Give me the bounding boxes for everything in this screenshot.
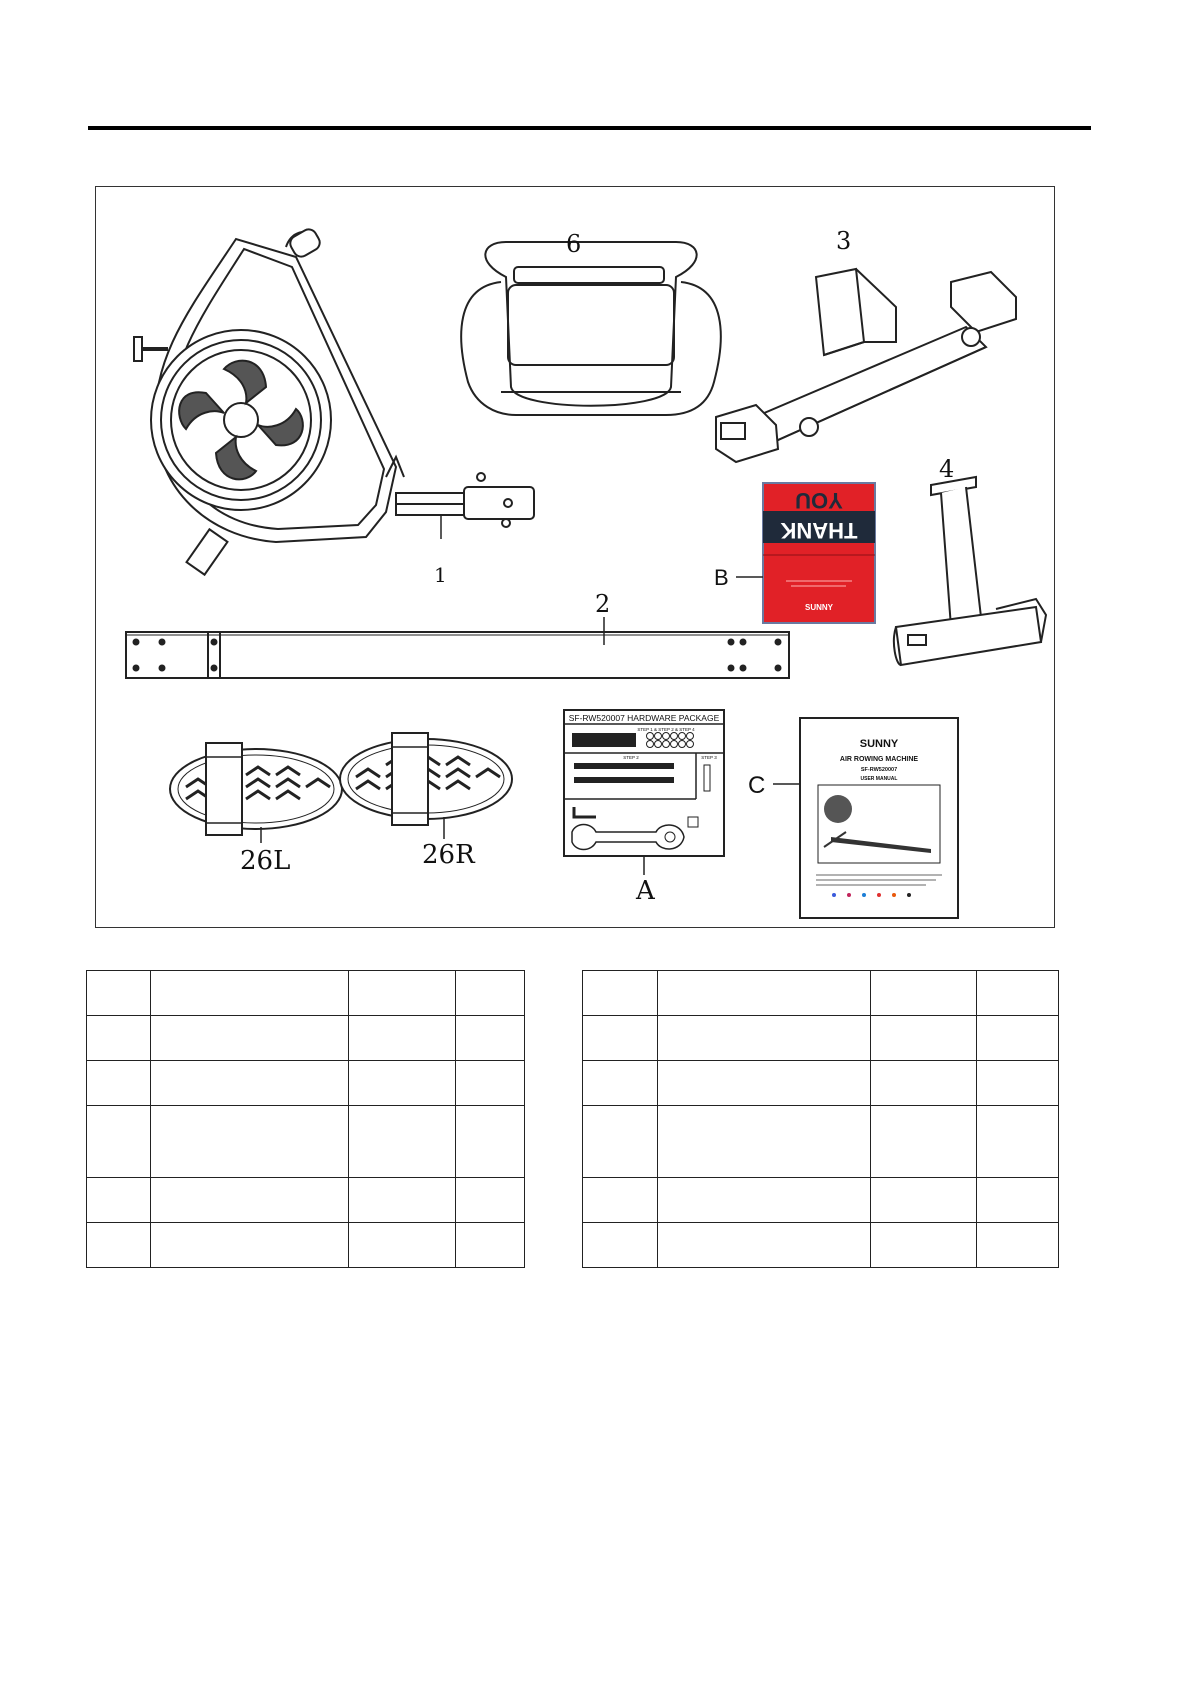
parts-figure — [95, 186, 1055, 928]
table-row — [87, 1223, 525, 1268]
table-row — [87, 971, 525, 1016]
hardware-step-3: STEP 3 — [701, 755, 717, 760]
table-cell — [87, 1061, 151, 1106]
table-cell — [657, 1223, 871, 1268]
table-row — [583, 1061, 1059, 1106]
table-row — [87, 1016, 525, 1061]
card-you-text: YOU — [795, 488, 843, 513]
table-cell — [456, 1016, 525, 1061]
table-cell — [456, 1178, 525, 1223]
table-cell — [150, 1106, 349, 1178]
table-cell — [871, 1016, 977, 1061]
table-cell — [583, 1106, 658, 1178]
label-part-6: 6 — [566, 230, 582, 258]
table-row — [583, 1178, 1059, 1223]
parts-table-right — [582, 970, 1059, 1268]
label-part-26l: 26L — [240, 846, 291, 876]
manual-brand: SUNNY — [859, 738, 899, 750]
table-cell — [456, 971, 525, 1016]
label-part-1: 1 — [434, 563, 447, 587]
table-cell — [977, 1061, 1059, 1106]
table-cell — [871, 1223, 977, 1268]
part-1-main-frame — [134, 226, 534, 574]
table-cell — [349, 1061, 456, 1106]
label-part-c: C — [748, 772, 766, 799]
part-a-hardware-package — [564, 710, 724, 875]
table-cell — [150, 1061, 349, 1106]
table-cell — [456, 1223, 525, 1268]
table-cell — [349, 971, 456, 1016]
manual-model: SF-RW520007 — [860, 767, 898, 773]
table-row — [87, 1106, 525, 1178]
table-cell — [871, 1178, 977, 1223]
table-cell — [583, 1178, 658, 1223]
table-cell — [349, 1106, 456, 1178]
part-c-user-manual — [800, 718, 958, 918]
hardware-package-title: SF-RW520007 HARDWARE PACKAGE — [568, 713, 720, 723]
table-cell — [150, 971, 349, 1016]
table-cell — [150, 1178, 349, 1223]
label-part-2: 2 — [595, 590, 611, 618]
table-cell — [87, 1106, 151, 1178]
table-cell — [657, 1178, 871, 1223]
parts-table-left — [86, 970, 525, 1268]
table-cell — [657, 1016, 871, 1061]
table-row — [583, 1223, 1059, 1268]
table-cell — [977, 1178, 1059, 1223]
table-cell — [657, 1061, 871, 1106]
card-thank-text: THANK — [780, 518, 858, 543]
table-cell — [87, 971, 151, 1016]
table-cell — [456, 1106, 525, 1178]
table-cell — [977, 1016, 1059, 1061]
label-part-b: B — [714, 565, 729, 590]
part-3-front-stabilizer — [716, 269, 1016, 462]
table-row — [583, 1016, 1059, 1061]
table-cell — [349, 1223, 456, 1268]
table-cell — [87, 1223, 151, 1268]
label-part-4: 4 — [939, 455, 955, 483]
manual-title: AIR ROWING MACHINE — [839, 756, 919, 763]
table-cell — [977, 971, 1059, 1016]
table-cell — [583, 971, 658, 1016]
manual-subtitle: USER MANUAL — [860, 776, 898, 782]
label-part-a: A — [636, 876, 655, 906]
table-cell — [583, 1223, 658, 1268]
table-cell — [150, 1223, 349, 1268]
table-cell — [583, 1016, 658, 1061]
table-cell — [87, 1178, 151, 1223]
part-26r-right-pedal — [340, 733, 512, 839]
hardware-step-2: STEP 2 — [623, 755, 639, 760]
table-row — [583, 971, 1059, 1016]
table-cell — [349, 1178, 456, 1223]
label-part-3: 3 — [836, 227, 852, 255]
table-cell — [657, 971, 871, 1016]
hardware-step-top: STEP 1 & STEP 2 & STEP 4 — [637, 727, 695, 732]
part-4-rear-stabilizer — [894, 477, 1046, 665]
table-cell — [871, 1106, 977, 1178]
table-row — [87, 1178, 525, 1223]
label-part-26r: 26R — [422, 840, 475, 870]
table-cell — [977, 1106, 1059, 1178]
table-cell — [349, 1016, 456, 1061]
table-cell — [583, 1061, 658, 1106]
table-cell — [977, 1223, 1059, 1268]
card-brand-text: SUNNY — [804, 603, 834, 612]
table-cell — [456, 1061, 525, 1106]
part-b-thank-you-card — [763, 483, 875, 623]
table-row — [583, 1106, 1059, 1178]
table-cell — [657, 1106, 871, 1178]
part-2-rail — [126, 617, 789, 678]
table-cell — [871, 1061, 977, 1106]
part-6-seat — [461, 242, 721, 415]
header-rule — [88, 126, 1091, 130]
part-26l-left-pedal — [170, 743, 342, 843]
table-cell — [150, 1016, 349, 1061]
table-row — [87, 1061, 525, 1106]
table-cell — [87, 1016, 151, 1061]
table-cell — [871, 971, 977, 1016]
